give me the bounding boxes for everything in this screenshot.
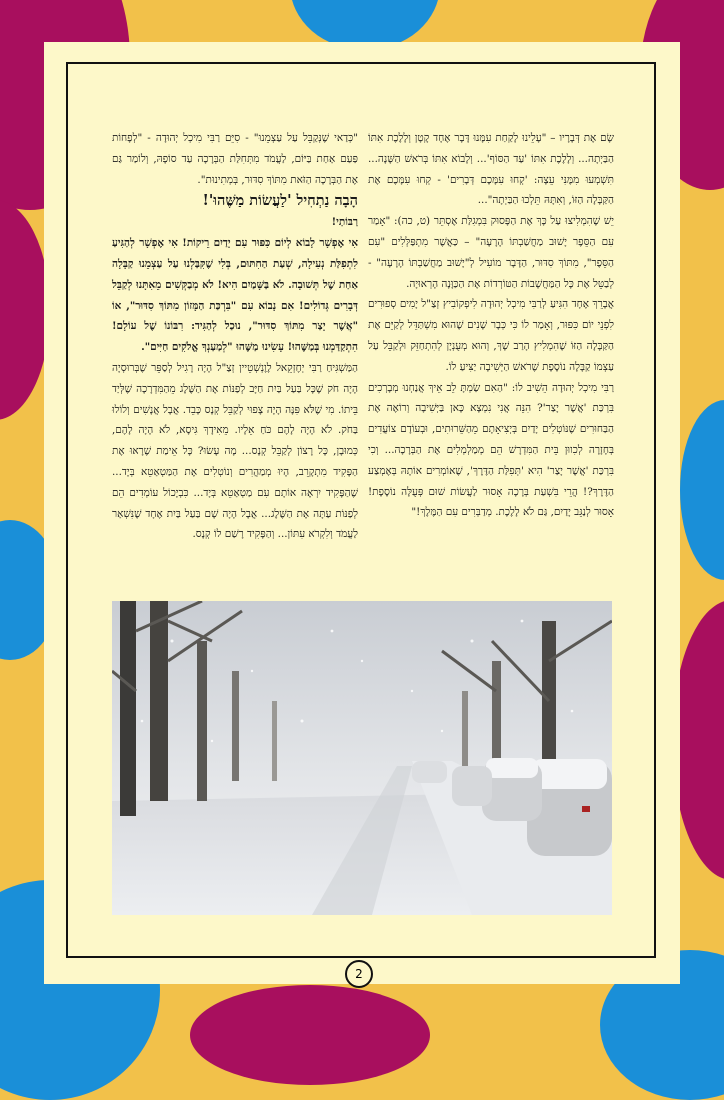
decor-blob-blue-right xyxy=(680,400,724,580)
left-intro-paragraph: "כְּדַאי שֶׁנְּקַבֵּל עַל עַצְמֵנוּ" - סִיֵּם רַבִּי מִיכְל יְהוּדָה - "לְפָחוֹת פַּעַם אַחַת בַּיּוֹם, לַעֲמֹד מִתְּחִלַּת הַבְּרָכָה עַד סוֹפָהּ, וְלוֹמַר גַּם אֶת הַבְּרָכָה הַזֹּאת מִתּוֹךְ סִדּוּר, בְּמְתִינוּת". xyxy=(112,132,358,186)
right-paragraph: רַבִּי מִיכְל יְהוּדָה הֵשִׁיב לוֹ: "הַאִם שַׂמְתָּ לֵב אֵיךְ אֲנַחְנוּ מְבָרְכִים בִּרְכַּת 'אֲשֶׁר יָצַר'? הִנֵּה אֲנִי נִמְצָא כָּאן בַּיְּשִׁיבָה וְרוֹאֶה אֶת הַבַּחוּרִים שֶׁנּוֹטְלִים יָדַיִם בְּיְצִיאָתָם מֵהַשֵּׁרוּתִים, וּבְעוֹדָם צוֹעֲדִים בְּחָזָרָה לְכִווּן בֵּית הַמִּדְרָשׁ הֵם מְמַלְמְלִים אֶת הַבְּרָכָה... וְכִי בִּרְכַּת 'אֲשֶׁר יָצַר' הִיא 'תְּפִלַּת הַדֶּרֶךְ', שֶׁאוֹמְרִים אוֹתָהּ בְּאֶמְצַע הַדֶּרֶךְ?! הֲרֵי בִּשְׁעַת בְּרָכָה אָסוּר לַעֲשׂוֹת שׁוּם פְּעֻלָּה נוֹסֶפֶת! אָסוּר לְנַגֵּב יָדַיִם, גַּם לֹא לָלֶכֶת. מְדַבְּרִים עִם הַמֶּלֶךְ!" xyxy=(368,381,614,519)
decor-blob-magenta-left xyxy=(0,200,50,420)
page-number: 2 xyxy=(345,960,373,988)
right-paragraph: יֵשׁ שֶׁהִמְלִיצוּ עַל כָּךְ אֶת הַפָּסוּק בִּמְגִלַּת אֶסְתֵּר (ט, כה): "אָמַר עִם הַסֵּפֶר יָשׁוּב מַחֲשַׁבְתּוֹ הָרָעָה" – כַּאֲשֶׁר מִתְפַּלְּלִים "עִם הַסֵּפֶר", מִתּוֹךְ סִדּוּר, הַדָּבָר מוֹעִיל לְ"יָשׁוּב מַחֲשַׁבְתּוֹ הָרָעָה" - לְבַטֵּל אֶת כָּל הַמַּחֲשָׁבוֹת הַטּוֹרְדוֹת אֶת הַכַּוָּנָה הָרְאוּיָה. xyxy=(368,215,614,290)
snowy-street-photo xyxy=(112,601,612,915)
section-subheading: רַבּוֹתַי! xyxy=(331,216,358,229)
right-paragraph: שָׂם אֶת דְּבָרָיו – "עָלֵינוּ לָקַחַת עִמָּנוּ דָּבָר אֶחָד קָטָן וְלָלֶכֶת אִתּוֹ הַבַּיְתָה... וְלָלֶכֶת אִתּוֹ 'עַד הַסּוֹף'... וְלָבוֹא אִתּוֹ בְּרֹאשׁ הַשָּׁנָה... תִּשְׁמְעוּ מִמֶּנִּי עֵצָה: 'קְחוּ עִמָּכֶם דְּבָרִים' - קְחוּ עִמָּכֶם אֶת הַקַּבָּלָה הַזּוֹ, וְאִתָּהּ תֵּלְכוּ הַבַּיְתָה"... xyxy=(368,132,614,207)
right-column xyxy=(368,128,614,523)
bold-paragraph: אִי אֶפְשָׁר לָבוֹא לְיוֹם כִּפּוּר עִם יָדַיִם רֵיקוֹת! אִי אֶפְשָׁר לְהַגִּיעַ לִתְפִלַּת נְעִילָה, שְׁעַת הַחִתּוּם, בְּלִי שֶׁקִּבַּלְנוּ עַל עַצְמֵנוּ קַבָּלָה אַחַת שֶׁל תְּשׁוּבָה. לֹא בַּשָּׁמַיִם הִיא! לֹא מְבַקְּשִׁים מֵאִתָּנוּ לְקַבֵּל דְּבָרִים גְּדוֹלִים! אִם נָבוֹא עִם "בִּרְכַּת הַמָּזוֹן מִתּוֹךְ סִדּוּר", אוֹ "אֲשֶׁר יָצַר מִתּוֹךְ סִדּוּר", נוּכַל לְהַגִּיד: רִבּוֹנוֹ שֶׁל עוֹלָם! הִתְקַדַּמְנוּ בְּמַשֶּׁהוּ! עָשִׂינוּ מַשֶּׁהוּ "לְמַעַנְךָ אֱלֹקִים חַיִּים". xyxy=(112,237,358,354)
story-paragraph: הַמַּשְׁגִּיחַ רַבִּי יְחֶזְקֵאל לֶוֶנְשְׁטֵיין זְצַ"ל הָיָה רָגִיל לְסַפֵּר שֶׁבְּרוּסְיָה הָיָה חֹק שֶׁכָּל בַּעַל בַּיִת חַיָּב לְפַנּוֹת אֶת הַשֶּׁלֶג מֵהַמִּדְרָכָה שֶׁלְּיַד בֵּיתוֹ. מִי שֶׁלֹּא פִּנָּה הָיָה צָפוּי לְקַבֵּל קְנָס כָּבֵד. אֲבָל אֲנָשִׁים וְלוֹלוּ בַּחֹק. לֹא הָיָה לָהֶם כֹּחַ אֵלָיו. מֵאִידָךְ גִּיסָא, לֹא הָיָה לָהֶם, כְּמוּבָן, כָּל רָצוֹן לְקַבֵּל קְנָס... מָה עָשׂוּ? כָּל אֵימַת שֶׁרָאוּ אֶת הַפָּקִיד מִתְקָרֵב, הָיוּ מְמַהֲרִים וְנוֹטְלִים אֶת הַמַּטְאַטֵא בְּיָד... שֶׁהַפָּקִיד יִרְאֶה אוֹתָם עִם מַטְאַטֵא בְּיָד... כִּבְיָכוֹל עוֹמְדִים הֵם לְפַנּוֹת עַתָּה אֶת הַשֶּׁלֶג... אֲבָל הָיָה שָׁם בַּעַל בַּיִת אֶחָד שֶׁנִּשְׁאַר לַעֲמֹד וְלִקְרֹא עִתּוֹן... וְהַפָּקִיד רָשַׁם לוֹ קְנָס. xyxy=(112,361,358,541)
left-column xyxy=(112,128,358,545)
decor-blob-magenta-bottom xyxy=(190,985,430,1085)
section-heading: הָבָה נַתְחִיל 'לַעֲשׂוֹת מַשֶּׁהוּ'! xyxy=(202,192,358,210)
right-paragraph: אֲבָרֵךְ אֶחָד הִגִּיעַ לְרַבִּי מִיכְל יְהוּדָה לִיפְקוֹבִיץ זְצַ"ל יָמִים סְפוּרִים לִפְנֵי יוֹם כִּפּוּר, וְאָמַר לוֹ כִּי כְּבָר שָׁנִים שֶׁהוּא מִשְׁתַּדֵּל לְקַיֵּם אֶת הַקַּבָּלָה הַזּוֹ שֶׁהִמְלִיץ הָרַב שָׁךְ, וְהוּא מְעֻנְיָן לְהִתְחַזֵּק וּלְקַבֵּל עַל עַצְמוֹ קַבָּלָה נוֹסֶפֶת שֶׁרֹאשׁ הַיְּשִׁיבָה יַצִּיעַ לוֹ. xyxy=(368,298,614,373)
